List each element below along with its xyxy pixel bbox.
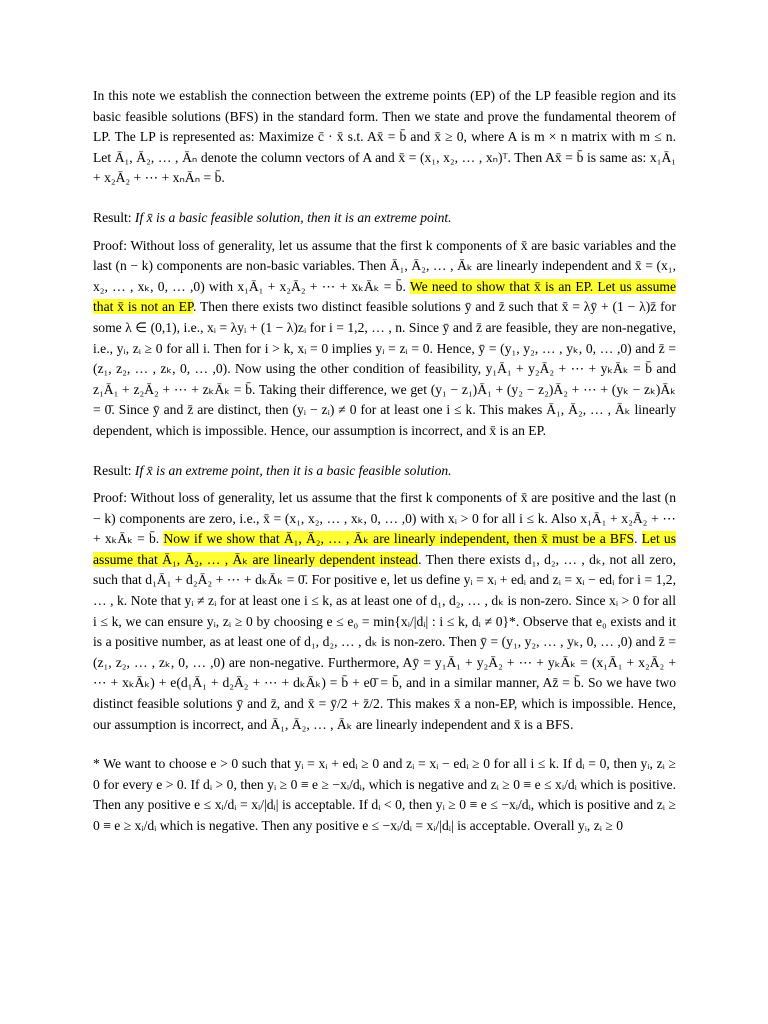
result-2-proof-highlight-2: Let us assume that Ā₁, Ā₂, … , Āₖ are linearly dependent instead — [93, 531, 677, 567]
result-1-statement: If x̄ is a basic feasible solution, then it is an extreme point. — [134, 209, 452, 225]
result-1-proof-highlight: We need to show that x̄ is an EP. Let us assume that x̄ is not an EP — [93, 278, 676, 315]
result-1-proof — [93, 236, 676, 442]
result-2-proof-part-a: Proof: Without loss of generality, let us assume that the first k components of x̄ are positive and the last (n − k) components are zero, i.e., x̄ = (x₁, x₂, … , xₖ, 0, … ,0) with xᵢ > 0 for all i ≤ k. Also x₁Ā₁ + x₂Ā₂ + ⋯ + xₖĀₖ = b̄. — [93, 490, 676, 547]
result-1-label: Result: — [93, 209, 135, 225]
footnote-text: * We want to choose e > 0 such that yᵢ = xᵢ + edᵢ ≥ 0 and zᵢ = xᵢ − edᵢ ≥ 0 for all i ≤ k. If dᵢ = 0, then yᵢ, zᵢ ≥ 0 for every e > 0. If dᵢ > 0, then yᵢ ≥ 0 ≡ e ≥ −xᵢ/dᵢ, which is negative and zᵢ ≥ 0 ≡ e ≤ xᵢ/dᵢ which is positive. Then any positive e ≤ xᵢ/dᵢ = xᵢ/|dᵢ| is acceptable. If dᵢ < 0, then yᵢ ≥ 0 ≡ e ≤ −xᵢ/dᵢ, which is positive and zᵢ ≥ 0 ≡ e ≥ xᵢ/dᵢ which is negative. Then any positive e ≤ −xᵢ/dᵢ = xᵢ/|dᵢ| is acceptable. Overall yᵢ, zᵢ ≥ 0 — [93, 756, 676, 833]
result-2-label: Result: — [93, 462, 135, 478]
result-2-heading — [93, 461, 676, 482]
result-2-proof-mid: . — [634, 531, 642, 547]
result-1-heading — [93, 208, 676, 229]
result-2-statement: If x̄ is an extreme point, then it is a basic feasible solution. — [134, 462, 452, 478]
result-1-proof-part-b: . Then there exists two distinct feasible solutions ȳ and z̄ such that x̄ = λȳ + (1 − λ)z̄ for some λ ∈ (0,1), i.e., xᵢ = λyᵢ + (1 − λ)zᵢ for i = 1,2, … , n. Since ȳ and z̄ are feasible, they are non-negative, i.e., yᵢ, zᵢ ≥ 0 for all i. Then for i > k, xᵢ = 0 implies yᵢ = zᵢ = 0. Hence, ȳ = (y₁, y₂, … , yₖ, 0, … ,0) and z̄ = (z₁, z₂, … , zₖ, 0, … ,0). Now using the other condition of feasibility, y₁Ā₁ + y₂Ā₂ + ⋯ + yₖĀₖ = b̄ and z₁Ā₁ + z₂Ā₂ + ⋯ + zₖĀₖ = b̄. Taking their difference, we get (y₁ − z₁)Ā₁ + (y₂ − z₂)Ā₂ + ⋯ + (yₖ − zₖ)Āₖ = 0̄. Since ȳ and z̄ are distinct, then (yᵢ − zᵢ) ≠ 0 for at least one i ≤ k. This makes Ā₁, Ā₂, … , Āₖ linearly dependent, which is impossible. Hence, our assumption is incorrect, and x̄ is an EP. — [93, 299, 676, 438]
footnote-paragraph — [93, 754, 676, 836]
intro-text: In this note we establish the connection between the extreme points (EP) of the LP feasible region and its basic feasible solutions (BFS) in the standard form. Then we state and prove the fundamental theorem of LP. The LP is represented as: Maximize c̄ · x̄ s.t. Ax̄ = b̄ and x̄ ≥ 0, where A is m × n matrix with m ≤ n. Let Ā₁, Ā₂, … , Āₙ denote the column vectors of A and x̄ = (x₁, x₂, … , xₙ)ᵀ. Then Ax̄ = b̄ is same as: x₁Ā₁ + x₂Ā₂ + ⋯ + xₙĀₙ = b̄. — [93, 88, 676, 186]
result-1-proof-part-a: Proof: Without loss of generality, let us assume that the first k components of x̄ are basic variables and the last (n − k) components are non-basic variables. Then Ā₁, Ā₂, … , Āₖ are linearly independent and x̄ = (x₁, x₂, … , xₖ, 0, … ,0) with x₁Ā₁ + x₂Ā₂ + ⋯ + xₖĀₖ = b̄. — [93, 237, 676, 294]
result-2-proof — [93, 488, 676, 735]
result-2-proof-part-b: . Then there exists d₁, d₂, … , dₖ, not all zero, such that d₁Ā₁ + d₂Ā₂ + ⋯ + dₖĀₖ = 0̄. For positive e, let us define yᵢ = xᵢ + edᵢ and zᵢ = xᵢ − edᵢ for i = 1,2, … , k. Note that yᵢ ≠ zᵢ for at least one i ≤ k, as at least one of d₁, d₂, … , dₖ is non-zero. Since xᵢ > 0 for all i ≤ k, we can ensure yᵢ, zᵢ ≥ 0 by choosing e ≤ e₀ = min{xᵢ/|dᵢ| : i ≤ k, dᵢ ≠ 0}*. Observe that e₀ exists and it is a positive number, as at least one of d₁, d₂, … , dₖ is non-zero. Then ȳ = (y₁, y₂, … , yₖ, 0, … ,0) and z̄ = (z₁, z₂, … , zₖ, 0, … ,0) are non-negative. Furthermore, Aȳ = y₁Ā₁ + y₂Ā₂ + ⋯ + yₖĀₖ = (x₁Ā₁ + x₂Ā₂ + ⋯ + xₖĀₖ) + e(d₁Ā₁ + d₂Ā₂ + ⋯ + dₖĀₖ) = b̄ + e0̄ = b̄, and in a similar manner, Az̄ = b̄. So we have two distinct feasible solutions ȳ and z̄, and x̄ = ȳ/2 + z̄/2. This makes x̄ a non-EP, which is impossible. Hence, our assumption is incorrect, and Ā₁, Ā₂, … , Āₖ are linearly independent and x̄ is a BFS. — [93, 551, 676, 732]
result-2-proof-highlight-1: Now if we show that Ā₁, Ā₂, … , Āₖ are linearly independent, then x̄ must be a BFS — [163, 531, 635, 547]
intro-paragraph — [93, 86, 676, 189]
